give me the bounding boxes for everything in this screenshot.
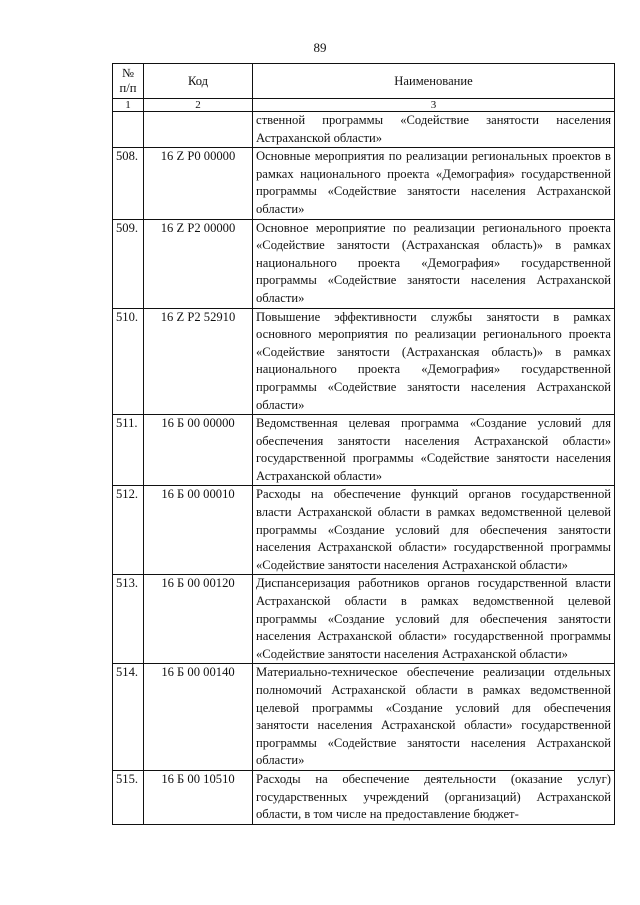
row-number: 513. xyxy=(113,575,144,664)
row-code xyxy=(144,112,253,148)
column-index-row xyxy=(113,99,615,112)
row-number: 514. xyxy=(113,664,144,771)
table-row xyxy=(113,415,615,486)
row-code: 16 Б 00 00010 xyxy=(144,486,253,575)
table-row xyxy=(113,148,615,219)
row-name: Повышение эффективности службы занятости в рамках основного мероприятия по реализации регионального проекта «Содействие занятости (Астраханская область)» в рамках национального проекта «Демография» государственной программы «Содействие занятости населения Астраханской области» xyxy=(253,308,615,415)
table-row xyxy=(113,575,615,664)
row-number xyxy=(113,112,144,148)
row-number: 512. xyxy=(113,486,144,575)
table-header-row xyxy=(113,64,615,99)
page-number: 89 xyxy=(313,40,327,55)
row-name: Материально-техническое обеспечение реализации отдельных полномочий Астраханской области в рамках ведомственной целевой программы «Создание условий для обеспечения занятости населения Астраханской области» государственной программы «Содействие занятости населения Астраханской области» xyxy=(253,664,615,771)
table-row xyxy=(113,664,615,771)
row-code: 16 Б 00 10510 xyxy=(144,770,253,824)
row-name: Основное мероприятие по реализации регионального проекта «Содействие занятости (Астраханская область)» в рамках национального проекта «Демография» государственной программы «Содействие занятости населения Астраханской области» xyxy=(253,219,615,308)
row-name: ственной программы «Содействие занятости населения Астраханской области» xyxy=(253,112,615,148)
column-index: 1 xyxy=(113,99,144,112)
budget-classification-table xyxy=(112,63,615,825)
column-index: 2 xyxy=(144,99,253,112)
table-row xyxy=(113,770,615,824)
row-name: Диспансеризация работников органов государственной власти Астраханской области в рамках ведомственной целевой программы «Создание условий для обеспечения занятости населения Астраханской области» государственной программы «Содействие занятости населения Астраханской области» xyxy=(253,575,615,664)
row-code: 16 Б 00 00140 xyxy=(144,664,253,771)
row-name: Расходы на обеспечение деятельности (оказание услуг) государственных учреждений (организаций) Астраханской области, в том числе на предоставление бюджет- xyxy=(253,770,615,824)
row-number: 508. xyxy=(113,148,144,219)
table-row xyxy=(113,486,615,575)
row-code: 16 Б 00 00120 xyxy=(144,575,253,664)
row-code: 16 Z P2 00000 xyxy=(144,219,253,308)
header-name: Наименование xyxy=(253,64,615,99)
header-num: № п/п xyxy=(113,64,144,99)
row-code: 16 Z P0 00000 xyxy=(144,148,253,219)
header-code: Код xyxy=(144,64,253,99)
row-code: 16 Б 00 00000 xyxy=(144,415,253,486)
row-number: 511. xyxy=(113,415,144,486)
row-code: 16 Z P2 52910 xyxy=(144,308,253,415)
row-number: 509. xyxy=(113,219,144,308)
row-number: 515. xyxy=(113,770,144,824)
table-row xyxy=(113,308,615,415)
row-name: Ведомственная целевая программа «Создание условий для обеспечения занятости населения Астраханской области» государственной программы «Содействие занятости населения Астраханской области» xyxy=(253,415,615,486)
row-name: Расходы на обеспечение функций органов государственной власти Астраханской области в рамках ведомственной целевой программы «Создание условий для обеспечения занятости населения Астраханской области» государственной программы «Содействие занятости населения Астраханской области» xyxy=(253,486,615,575)
table-row xyxy=(113,112,615,148)
row-name: Основные мероприятия по реализации региональных проектов в рамках национального проекта «Демография» государственной программы «Содействие занятости населения Астраханской области» xyxy=(253,148,615,219)
column-index: 3 xyxy=(253,99,615,112)
table-row xyxy=(113,219,615,308)
row-number: 510. xyxy=(113,308,144,415)
